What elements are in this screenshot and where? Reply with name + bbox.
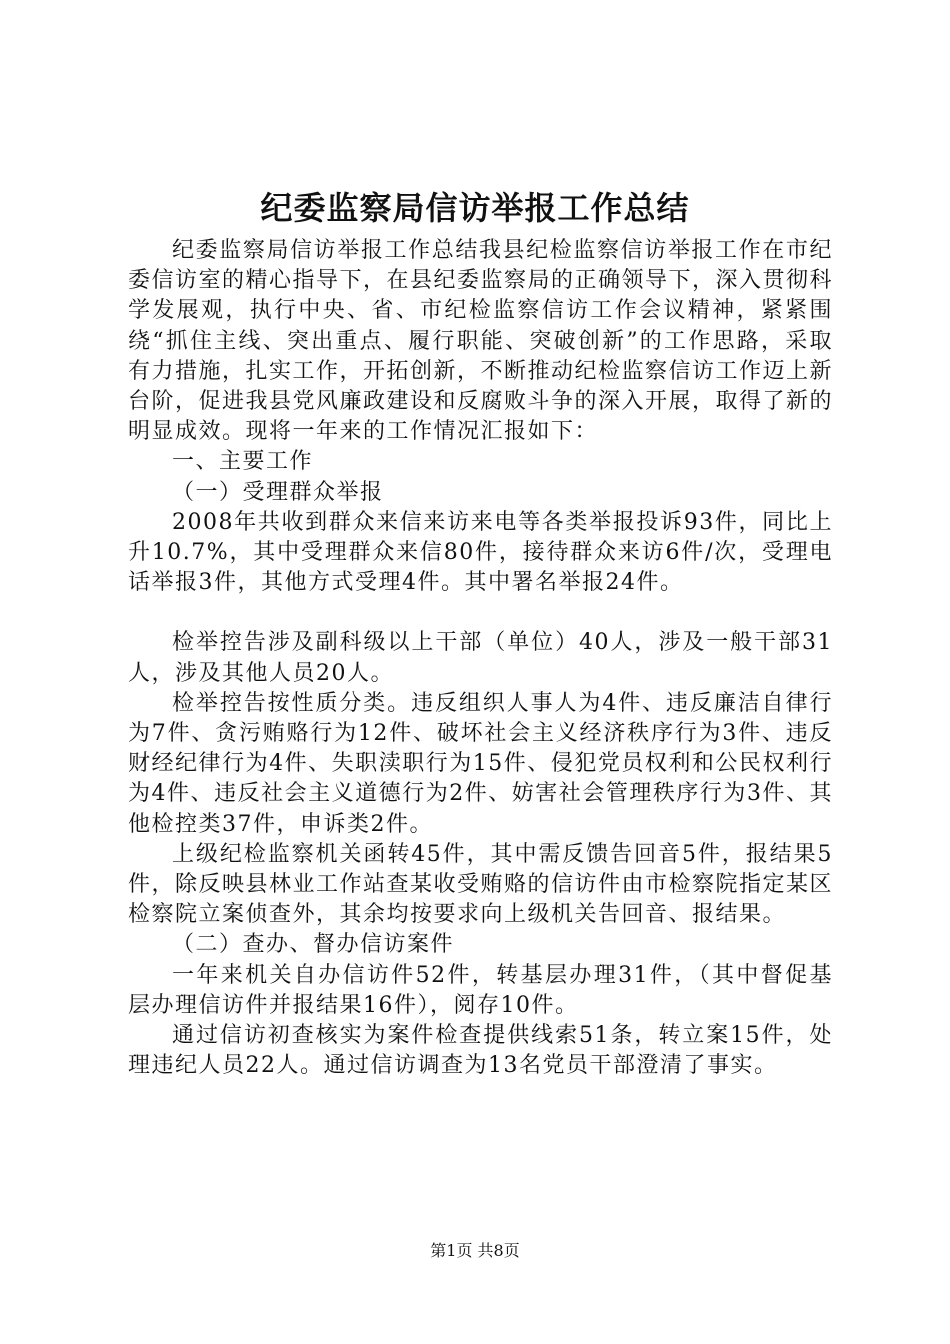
body-paragraph: 上级纪检监察机关函转45件，其中需反馈告回音5件，报结果5件，除反映县林业工作站查某收受贿赂的信访件由市检察院指定某区检察院立案侦查外，其余均按要求向上级机关告回音、报结果。: [128, 841, 834, 928]
body-paragraph: 2008年共收到群众来信来访来电等各类举报投诉93件，同比上升10.7%，其中受理群众来信80件，接待群众来访6件/次，受理电话举报3件，其他方式受理4件。其中署名举报24件。: [128, 509, 833, 596]
body-paragraph: 通过信访初查核实为案件检查提供线索51条，转立案15件，处理违纪人员22人。通过信访调查为13名党员干部澄清了事实。: [128, 1023, 833, 1079]
document-body: [128, 236, 833, 1081]
page-number-footer: 第1页 共8页: [430, 1241, 520, 1260]
document-title: 纪委监察局信访举报工作总结: [260, 189, 690, 227]
subsection-heading: （一）受理群众举报: [172, 479, 384, 505]
body-paragraph: 检举控告按性质分类。违反组织人事人为4件、违反廉洁自律行为7件、贪污贿赂行为12件、破坏社会主义经济秩序行为3件、违反财经纪律行为4件、失职渎职行为15件、侵犯党员权利和公民权利行为4件、违反社会主义道德行为2件、妨害社会管理秩序行为3件、其他检控类37件，申诉类2件。: [128, 690, 833, 837]
body-paragraph: 检举控告涉及副科级以上干部（单位）40人，涉及一般干部31人，涉及其他人员20人。: [128, 630, 833, 686]
intro-paragraph: 纪委监察局信访举报工作总结我县纪检监察信访举报工作在市纪委信访室的精心指导下，在县纪委监察局的正确领导下，深入贯彻科学发展观，执行中央、省、市纪检监察信访工作会议精神，紧紧围绕“抓住主线、突出重点、履行职能、突破创新”的工作思路，采取有力措施，扎实工作，开拓创新，不断推动纪检监察信访工作迈上新台阶，促进我县党风廉政建设和反腐败斗争的深入开展，取得了新的明显成效。现将一年来的工作情况汇报如下：: [128, 238, 834, 445]
subsection-heading: （二）查办、督办信访案件: [172, 932, 455, 958]
body-paragraph: 一年来机关自办信访件52件，转基层办理31件，（其中督促基层办理信访件并报结果16件），阅存10件。: [128, 962, 833, 1018]
section-heading: 一、主要工作: [172, 449, 314, 475]
